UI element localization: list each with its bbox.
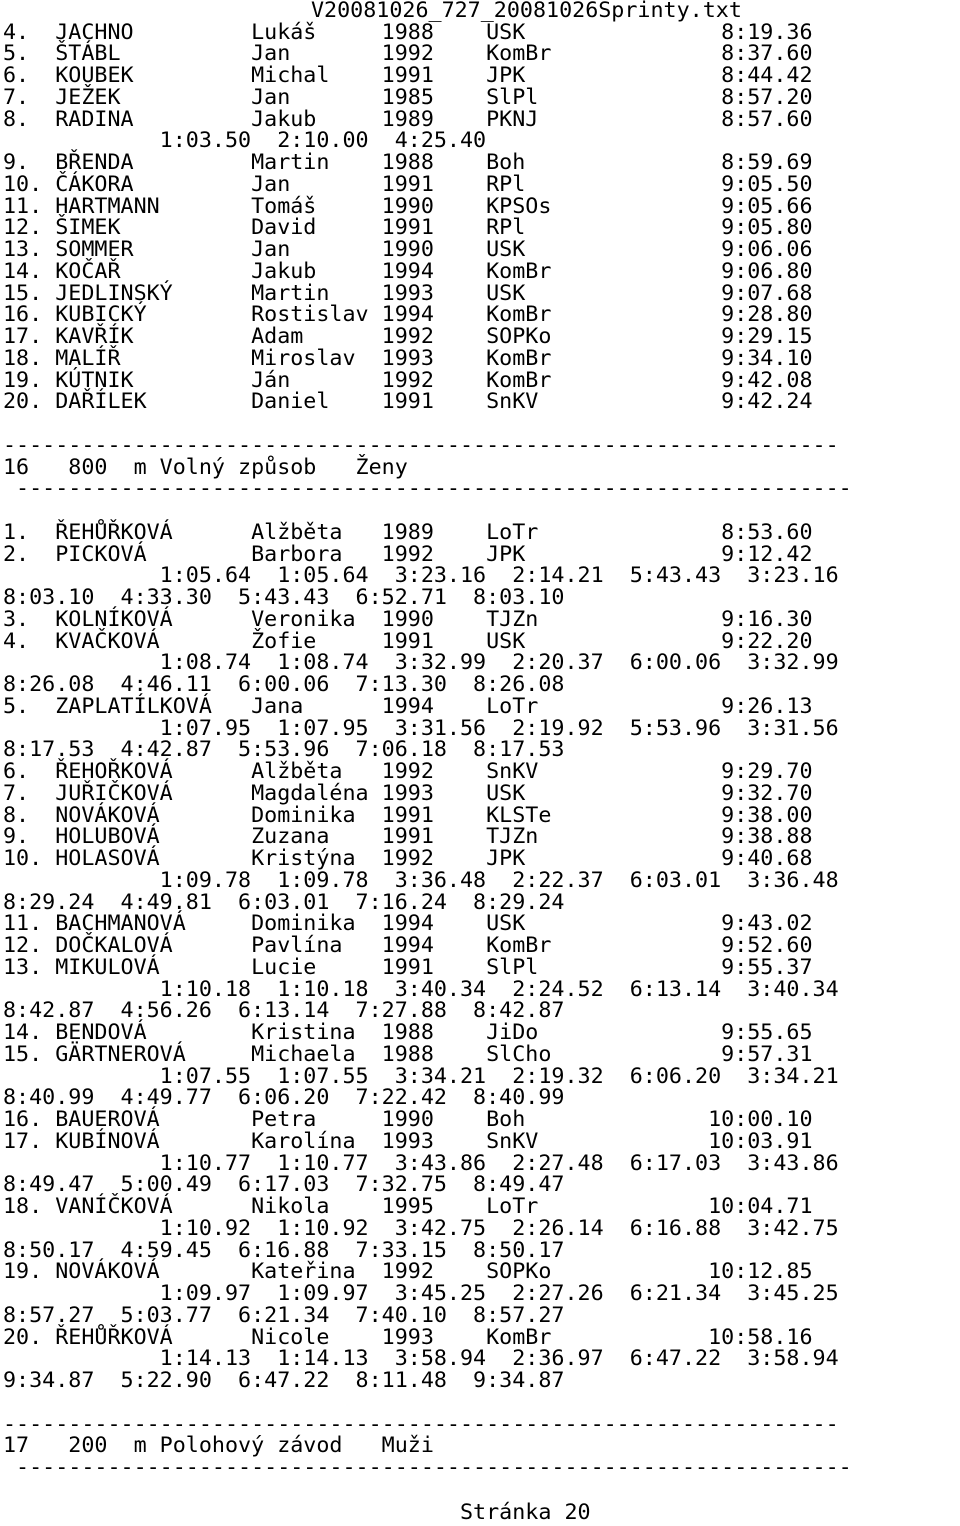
text-line: 16. KUBICKÝ Rostislav 1994 KomBr 9:28.80 <box>3 302 813 328</box>
text-line: 2. PICKOVÁ Barbora 1992 JPK 9:12.42 <box>3 541 813 567</box>
text-line: 8:49.47 5:00.49 6:17.03 7:32.75 8:49.47 <box>3 1172 565 1198</box>
text-line: 19. NOVÁKOVÁ Kateřina 1992 SOPKo 10:12.85 <box>3 1259 813 1285</box>
text-line: 8:57.27 5:03.77 6:21.34 7:40.10 8:57.27 <box>3 1302 565 1328</box>
text-line: 1:09.78 1:09.78 3:36.48 2:22.37 6:03.01 3:36.48 <box>3 867 839 893</box>
text-line: 1:09.97 1:09.97 3:45.25 2:27.26 6:21.34 3:45.25 <box>3 1281 839 1307</box>
text-line: ---------------------------------------------------------------- <box>3 476 852 502</box>
text-line: 15. JEDLINSKÝ Martin 1993 USK 9:07.68 <box>3 280 813 306</box>
text-line: 9. HOLUBOVÁ Zuzana 1991 TJZn 9:38.88 <box>3 824 813 850</box>
text-line: 1:10.92 1:10.92 3:42.75 2:26.14 6:16.88 3:42.75 <box>3 1215 839 1241</box>
text-line: 1:07.95 1:07.95 3:31.56 2:19.92 5:53.96 3:31.56 <box>3 715 839 741</box>
text-line: 7. JEŽEK Jan 1985 SlPl 8:57.20 <box>3 84 813 110</box>
text-line: 4. JACHNO Lukáš 1988 USK 8:19.36 <box>3 19 813 45</box>
text-line: 6. KOUBEK Michal 1991 JPK 8:44.42 <box>3 63 813 89</box>
text-line: 16 800 m Volný způsob Ženy <box>3 454 408 480</box>
text-line: 8:40.99 4:49.77 6:06.20 7:22.42 8:40.99 <box>3 1085 565 1111</box>
text-line: 1:10.18 1:10.18 3:40.34 2:24.52 6:13.14 3:40.34 <box>3 976 839 1002</box>
text-line: 8:42.87 4:56.26 6:13.14 7:27.88 8:42.87 <box>3 998 565 1024</box>
text-line: ---------------------------------------------------------------- <box>3 1411 839 1437</box>
text-line: 16. BAUEROVÁ Petra 1990 Boh 10:00.10 <box>3 1107 813 1133</box>
text-line: 17. KAVŘÍK Adam 1992 SOPKo 9:29.15 <box>3 324 813 350</box>
text-line: 1:05.64 1:05.64 3:23.16 2:14.21 5:43.43 3:23.16 <box>3 563 839 589</box>
text-line: 9. BŘENDA Martin 1988 Boh 8:59.69 <box>3 150 813 176</box>
text-line: 13. MIKULOVÁ Lucie 1991 SlPl 9:55.37 <box>3 954 813 980</box>
text-line: 20. DAŘÍLEK Daniel 1991 SnKV 9:42.24 <box>3 389 813 415</box>
text-line: 17 200 m Polohový závod Muži <box>3 1433 434 1459</box>
text-line: 8:26.08 4:46.11 6:00.06 7:13.30 8:26.08 <box>3 672 565 698</box>
text-line: 1:03.50 2:10.00 4:25.40 <box>3 128 487 154</box>
text-line: 3. KOLNÍKOVÁ Veronika 1990 TJZn 9:16.30 <box>3 606 813 632</box>
text-line: 1:10.77 1:10.77 3:43.86 2:27.48 6:17.03 3:43.86 <box>3 1150 839 1176</box>
text-line: 11. HARTMANN Tomáš 1990 KPSOs 9:05.66 <box>3 193 813 219</box>
text-line: 9:34.87 5:22.90 6:47.22 8:11.48 9:34.87 <box>3 1368 565 1394</box>
text-line: 1:14.13 1:14.13 3:58.94 2:36.97 6:47.22 3:58.94 <box>3 1346 839 1372</box>
text-line: 8:29.24 4:49.81 6:03.01 7:16.24 8:29.24 <box>3 889 565 915</box>
page-number-footer: Stránka 20 <box>460 1500 591 1525</box>
text-line: 1:08.74 1:08.74 3:32.99 2:20.37 6:00.06 3:32.99 <box>3 650 839 676</box>
text-line: 11. BACHMANOVÁ Dominika 1994 USK 9:43.02 <box>3 911 813 937</box>
text-line: 4. KVAČKOVÁ Žofie 1991 USK 9:22.20 <box>3 628 813 654</box>
text-line: 12. ŠIMEK David 1991 RPl 9:05.80 <box>3 215 813 241</box>
text-line: 13. SOMMER Jan 1990 USK 9:06.06 <box>3 237 813 263</box>
document-filename-header: V20081026_727_20081026Sprinty.txt <box>311 0 742 23</box>
text-line: 8. NOVÁKOVÁ Dominika 1991 KLSTe 9:38.00 <box>3 802 813 828</box>
text-line: 20. ŘEHŮŘKOVÁ Nicole 1993 KomBr 10:58.16 <box>3 1324 813 1350</box>
text-line: 6. ŘEHOŘKOVÁ Alžběta 1992 SnKV 9:29.70 <box>3 759 813 785</box>
text-line: 5. ŠTÁBL Jan 1992 KomBr 8:37.60 <box>3 41 813 67</box>
text-line: 18. MALÍŘ Miroslav 1993 KomBr 9:34.10 <box>3 345 813 371</box>
text-line: 7. JUŘIČKOVÁ Magdaléna 1993 USK 9:32.70 <box>3 780 813 806</box>
text-line: 14. BENDOVÁ Kristina 1988 JiDo 9:55.65 <box>3 1020 813 1046</box>
text-line: 1. ŘEHŮŘKOVÁ Alžběta 1989 LoTr 8:53.60 <box>3 519 813 545</box>
text-line: 10. HOLASOVÁ Kristýna 1992 JPK 9:40.68 <box>3 846 813 872</box>
text-line: 10. ČÁKORA Jan 1991 RPl 9:05.50 <box>3 171 813 197</box>
text-line: 12. DOČKALOVÁ Pavlína 1994 KomBr 9:52.60 <box>3 933 813 959</box>
text-line: ---------------------------------------------------------------- <box>3 1455 852 1481</box>
text-line: 5. ZAPLATÍLKOVÁ Jana 1994 LoTr 9:26.13 <box>3 693 813 719</box>
text-line: 8:03.10 4:33.30 5:43.43 6:52.71 8:03.10 <box>3 585 565 611</box>
text-line: 8:17.53 4:42.87 5:53.96 7:06.18 8:17.53 <box>3 737 565 763</box>
text-line: 8. RADINA Jakub 1989 PKNJ 8:57.60 <box>3 106 813 132</box>
text-line: 1:07.55 1:07.55 3:34.21 2:19.32 6:06.20 3:34.21 <box>3 1063 839 1089</box>
text-line: 18. VANÍČKOVÁ Nikola 1995 LoTr 10:04.71 <box>3 1194 813 1220</box>
text-line: 19. KÚTNIK Ján 1992 KomBr 9:42.08 <box>3 367 813 393</box>
text-line: 15. GÄRTNEROVÁ Michaela 1988 SlCho 9:57.31 <box>3 1041 813 1067</box>
text-line: 14. KOČAŘ Jakub 1994 KomBr 9:06.80 <box>3 258 813 284</box>
text-line: 17. KUBÍNOVÁ Karolína 1993 SnKV 10:03.91 <box>3 1128 813 1154</box>
text-line: 8:50.17 4:59.45 6:16.88 7:33.15 8:50.17 <box>3 1237 565 1263</box>
text-line: ---------------------------------------------------------------- <box>3 432 839 458</box>
